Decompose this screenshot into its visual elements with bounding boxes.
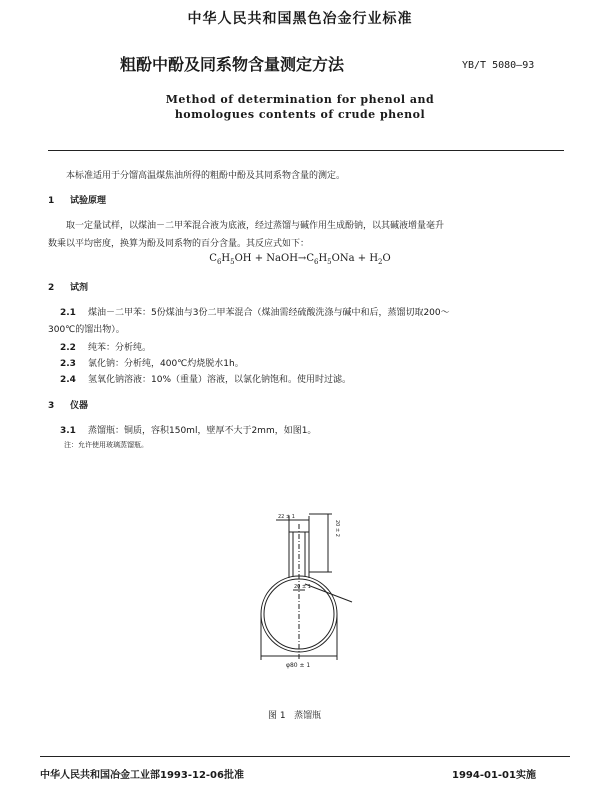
formula-arrow: → — [297, 253, 307, 264]
formula-part: NaOH — [266, 253, 298, 264]
reagent-item-2-1 — [60, 305, 450, 318]
dim-neck-width-label: 22 ± 1 — [278, 514, 295, 520]
formula-part: H — [369, 253, 379, 264]
formula-sub: 2 — [378, 258, 383, 266]
item-text: 煤油－二甲苯：5份煤油与3份二甲苯混合（煤油需经硫酸洗涤与碱中和后，蒸馏切取200～ — [88, 308, 450, 318]
formula-sub: 5 — [230, 258, 235, 266]
section-1-title: 试验原理 — [70, 196, 107, 206]
formula-part: OH — [234, 253, 252, 264]
section-3-title: 仪器 — [70, 401, 89, 411]
formula-part: O — [382, 253, 391, 264]
reagent-item-2-2 — [60, 340, 151, 353]
footer-implementation: 1994-01-01实施 — [452, 770, 536, 781]
item-text: 纯苯：分析纯。 — [88, 343, 152, 353]
section-3-number: 3 — [48, 401, 55, 411]
figure-caption: 图 1 蒸馏瓶 — [268, 711, 322, 721]
document-title-en-line1: Method of determination for phenol and — [165, 93, 435, 106]
formula-sub: 6 — [313, 258, 319, 266]
section-3-heading — [48, 398, 88, 411]
item-number: 2.4 — [60, 375, 76, 385]
apparatus-note: 注：允许使用玻璃蒸馏瓶。 — [64, 441, 148, 449]
reagent-item-2-4 — [60, 372, 351, 385]
intro-paragraph: 本标准适用于分馏高温煤焦油所得的粗酚中酚及其同系物含量的测定。 — [66, 171, 346, 181]
section-2-number: 2 — [48, 283, 55, 293]
document-title-cn: 粗酚中酚及同系物含量测定方法 — [120, 55, 345, 74]
standard-issuer-header: 中华人民共和国黑色冶金行业标准 — [187, 11, 413, 27]
formula-plus: + — [251, 253, 267, 264]
section-1-text-line2: 数乘以平均密度，换算为酚及同系物的百分含量。其反应式如下： — [48, 239, 310, 249]
formula-sub: 5 — [327, 258, 332, 266]
item-number: 2.2 — [60, 343, 76, 353]
section-2-heading — [48, 280, 88, 293]
formula-plus: + — [354, 253, 370, 264]
dim-inner-label: 20 ± 1 — [294, 584, 311, 590]
reagent-item-2-3 — [60, 356, 244, 369]
distillation-flask-diagram — [236, 510, 376, 680]
section-1-heading — [48, 193, 106, 206]
dim-diameter-label: φ80 ± 1 — [286, 662, 311, 669]
standard-code: YB/T 5080—93 — [462, 60, 535, 71]
reaction-formula — [0, 253, 600, 266]
formula-sub: 6 — [216, 258, 222, 266]
apparatus-item-3-1 — [60, 423, 316, 436]
section-1-text-line1: 取一定量试样，以煤油－二甲苯混合液为底液，经过蒸馏与碱作用生成酚钠，以其碱液增量毫升 — [66, 221, 445, 231]
dim-neck-height-label: 20 ± 2 — [334, 520, 340, 537]
formula-part: C — [306, 253, 314, 264]
item-number: 2.3 — [60, 359, 76, 369]
header-divider — [48, 150, 564, 151]
dim-leader-line — [305, 584, 352, 602]
item-text: 氢氧化钠溶液：10%（重量）溶液，以氯化钠饱和。使用时过滤。 — [88, 375, 352, 385]
footer-divider — [40, 756, 570, 757]
document-title-en-line2: homologues contents of crude phenol — [174, 108, 426, 121]
section-2-title: 试剂 — [70, 283, 89, 293]
footer-approval: 中华人民共和国冶金工业部1993-12-06批准 — [40, 770, 244, 781]
item-number: 2.1 — [60, 308, 76, 318]
section-1-number: 1 — [48, 196, 55, 206]
item-text: 蒸馏瓶：铜质，容积150ml，壁厚不大于2mm，如图1。 — [88, 426, 317, 436]
reagent-item-2-1-cont: 300℃的馏出物）。 — [48, 325, 125, 335]
formula-part: ONa — [331, 253, 355, 264]
formula-part: H — [318, 253, 328, 264]
item-number: 3.1 — [60, 426, 76, 436]
formula-part: H — [221, 253, 231, 264]
formula-part: C — [209, 253, 217, 264]
item-text: 氯化钠：分析纯，400℃灼烧脱水1h。 — [88, 359, 244, 369]
